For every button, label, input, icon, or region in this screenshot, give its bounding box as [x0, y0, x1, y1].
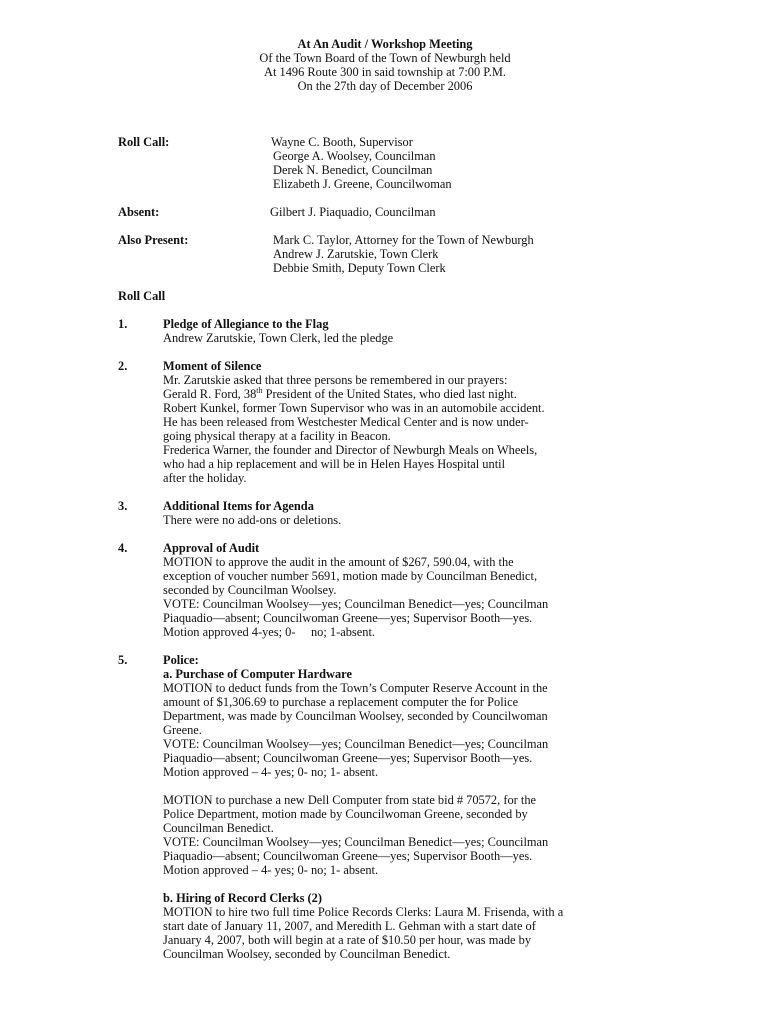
item-line: MOTION to purchase a new Dell Computer from state bid # 70572, for the: [163, 793, 537, 807]
item-number: 4.: [118, 541, 128, 555]
agenda-item-police: [163, 653, 563, 961]
item-number: 5.: [118, 653, 128, 667]
item-line: Motion approved 4-yes; 0- no; 1-absent.: [163, 625, 375, 639]
also-present-members: [273, 233, 534, 275]
roll-call-member: Derek N. Benedict, Councilman: [273, 163, 433, 177]
item-line: after the holiday.: [163, 471, 247, 485]
item-line: VOTE: Councilman Woolsey—yes; Councilman Benedict—yes; Councilman: [163, 597, 549, 611]
agenda-item-moment-of-silence: [163, 359, 545, 485]
sub-item-title: b. Hiring of Record Clerks (2): [163, 891, 322, 905]
also-present-member: Andrew J. Zarutskie, Town Clerk: [273, 247, 439, 261]
header-line-2: Of the Town Board of the Town of Newburgh held: [259, 51, 511, 65]
item-line: who had a hip replacement and will be in Helen Hayes Hospital until: [163, 457, 506, 471]
item-line: amount of $1,306.69 to purchase a replacement computer the for Police: [163, 695, 519, 709]
absent-label: Absent:: [118, 205, 160, 219]
item-title: Police:: [163, 653, 199, 667]
item-number: 1.: [118, 317, 128, 331]
item-title: Moment of Silence: [163, 359, 262, 373]
agenda-item-approval-of-audit: [163, 541, 548, 639]
roll-call-member: Elizabeth J. Greene, Councilwoman: [273, 177, 452, 191]
item-line: There were no add-ons or deletions.: [163, 513, 342, 527]
item-line: MOTION to hire two full time Police Records Clerks: Laura M. Frisenda, with a: [163, 905, 564, 919]
roll-call-members: [273, 135, 452, 191]
item-line: He has been released from Westchester Medical Center and is now under-: [163, 415, 529, 429]
meeting-title: At An Audit / Workshop Meeting: [297, 37, 473, 51]
item-line: Motion approved – 4- yes; 0- no; 1- absent.: [163, 765, 379, 779]
roll-call-heading: Roll Call: [118, 289, 166, 303]
also-present-member: Debbie Smith, Deputy Town Clerk: [273, 261, 446, 275]
roll-call-member: Wayne C. Booth, Supervisor: [271, 135, 413, 149]
item-title: Approval of Audit: [163, 541, 260, 555]
item-line: Frederica Warner, the founder and Director of Newburgh Meals on Wheels,: [163, 443, 538, 457]
meeting-header: [0, 37, 770, 93]
also-present-label: Also Present:: [118, 233, 189, 247]
item-line: January 4, 2007, both will begin at a rate of $10.50 per hour, was made by: [163, 933, 532, 947]
item-line: Robert Kunkel, former Town Supervisor who was in an automobile accident.: [163, 401, 545, 415]
item-line: Andrew Zarutskie, Town Clerk, led the pledge: [163, 331, 394, 345]
item-line: going physical therapy at a facility in Beacon.: [163, 429, 391, 443]
item-line: MOTION to approve the audit in the amount of $267, 590.04, with the: [163, 555, 514, 569]
item-line-part: Gerald R. Ford, 38: [163, 387, 257, 401]
item-line: seconded by Councilman Woolsey.: [163, 583, 337, 597]
paragraph-gap: [163, 877, 563, 891]
item-line: Piaquadio—absent; Councilwoman Greene—yes; Supervisor Booth—yes.: [163, 849, 533, 863]
absent-member: Gilbert J. Piaquadio, Councilman: [270, 205, 436, 219]
header-line-3: At 1496 Route 300 in said township at 7:00 P.M.: [264, 65, 506, 79]
item-line: Councilman Benedict.: [163, 821, 274, 835]
item-number: 3.: [118, 499, 128, 513]
item-line: Piaquadio—absent; Councilwoman Greene—yes; Supervisor Booth—yes.: [163, 611, 533, 625]
item-line: [163, 387, 545, 401]
item-line: MOTION to deduct funds from the Town’s Computer Reserve Account in the: [163, 681, 548, 695]
item-number: 2.: [118, 359, 128, 373]
item-line: exception of voucher number 5691, motion made by Councilman Benedict,: [163, 569, 538, 583]
ordinal-suffix: th: [256, 385, 263, 395]
item-title: Pledge of Allegiance to the Flag: [163, 317, 329, 331]
item-title: Additional Items for Agenda: [163, 499, 314, 513]
item-line: Department, was made by Councilman Woolsey, seconded by Councilwoman: [163, 709, 548, 723]
paragraph-gap: [163, 779, 563, 793]
item-line: Councilman Woolsey, seconded by Councilman Benedict.: [163, 947, 451, 961]
item-line: Police Department, motion made by Councilwoman Greene, seconded by: [163, 807, 528, 821]
also-present-member: Mark C. Taylor, Attorney for the Town of Newburgh: [273, 233, 534, 247]
agenda-item-pledge: [163, 317, 393, 345]
item-line: VOTE: Councilman Woolsey—yes; Councilman Benedict—yes; Councilman: [163, 737, 549, 751]
item-line: Greene.: [163, 723, 202, 737]
item-line: Piaquadio—absent; Councilwoman Greene—yes; Supervisor Booth—yes.: [163, 751, 533, 765]
roll-call-label: Roll Call:: [118, 135, 170, 149]
item-line: start date of January 11, 2007, and Meredith L. Gehman with a start date of: [163, 919, 536, 933]
sub-item-title: a. Purchase of Computer Hardware: [163, 667, 352, 681]
item-line: Mr. Zarutskie asked that three persons be remembered in our prayers:: [163, 373, 508, 387]
roll-call-member: George A. Woolsey, Councilman: [273, 149, 436, 163]
absent-members: [270, 205, 436, 219]
item-line-part: President of the United States, who died last night.: [262, 387, 517, 401]
item-line: VOTE: Councilman Woolsey—yes; Councilman Benedict—yes; Councilman: [163, 835, 549, 849]
agenda-item-additional-items: [163, 499, 341, 527]
header-line-4: On the 27th day of December 2006: [297, 79, 473, 93]
item-line: Motion approved – 4- yes; 0- no; 1- absent.: [163, 863, 379, 877]
